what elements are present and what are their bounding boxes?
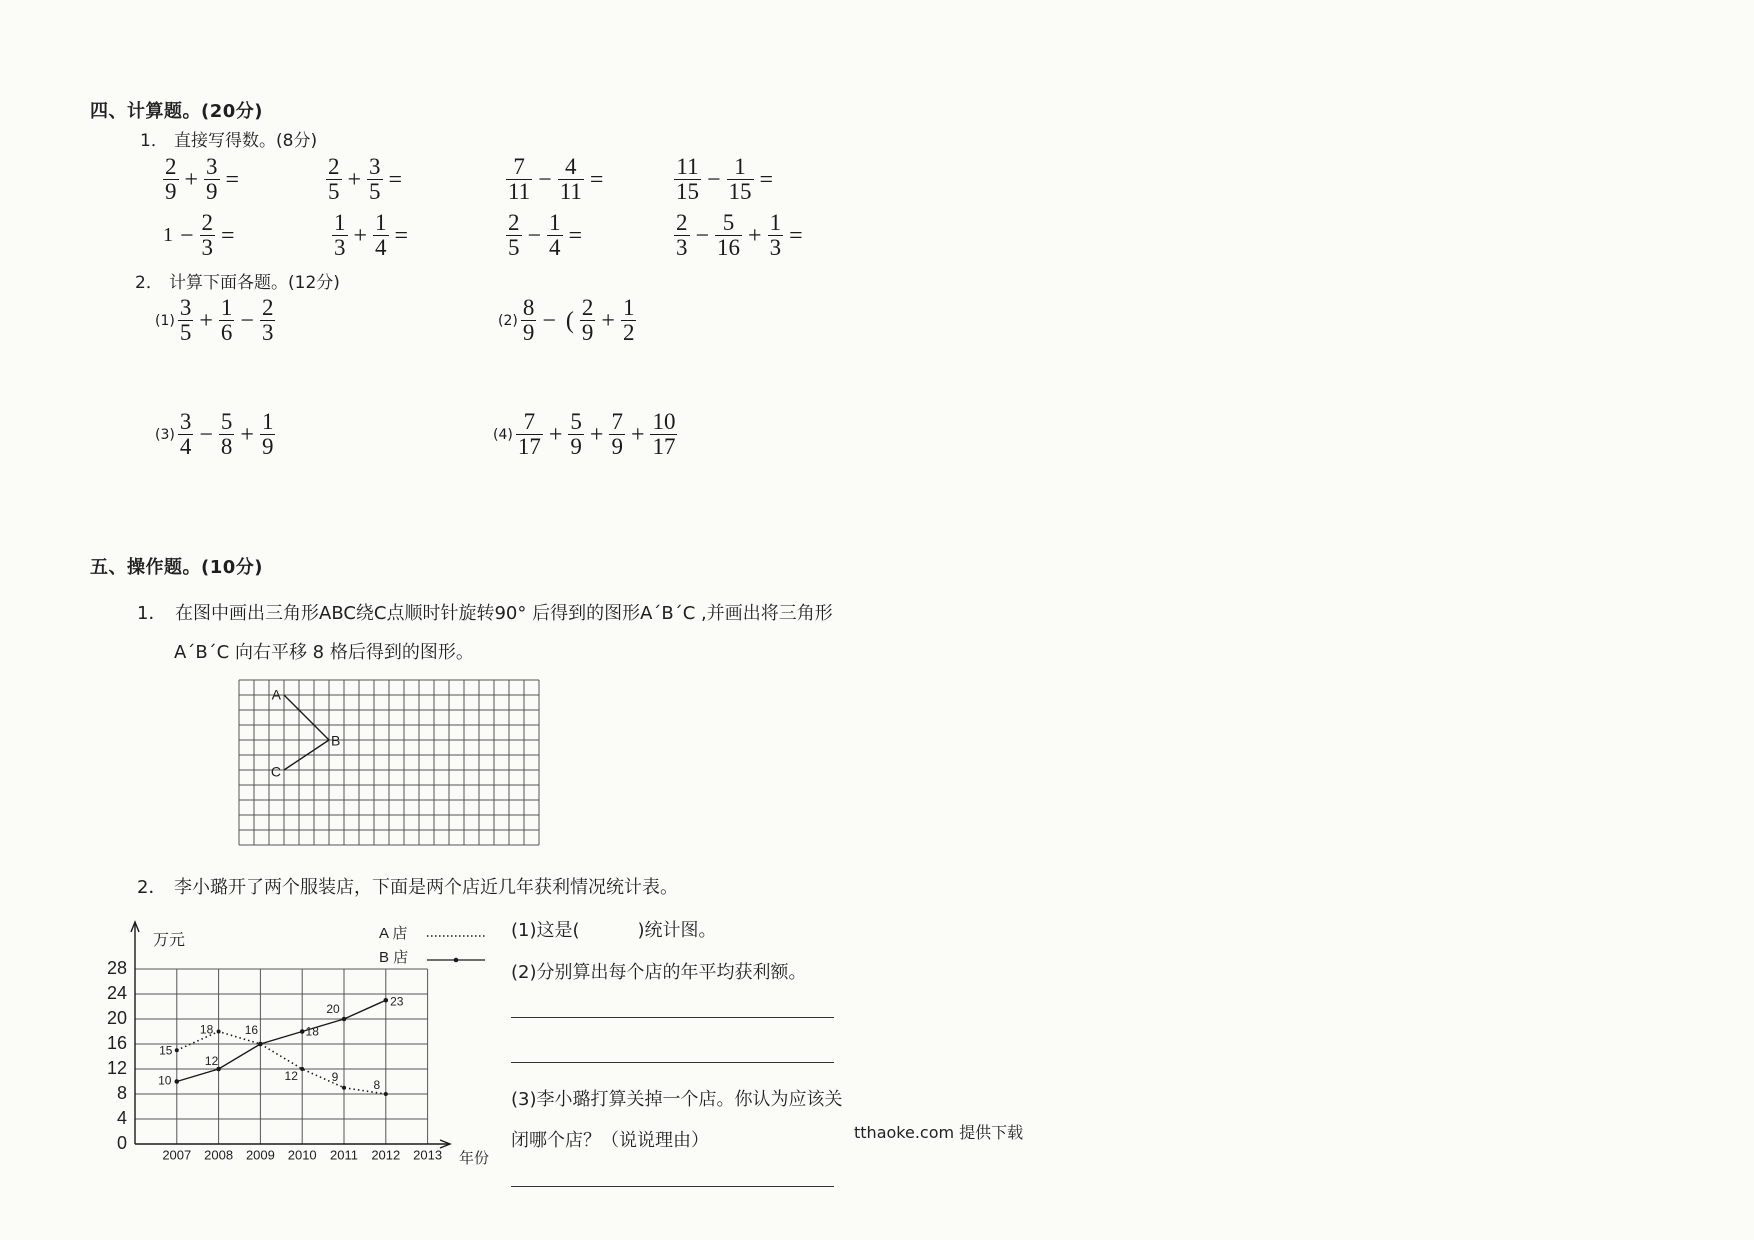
numerator: 2: [165, 154, 177, 179]
minus-sign: −: [199, 421, 213, 448]
plus-sign: +: [199, 307, 213, 334]
equals-sign: =: [789, 222, 803, 249]
plus-sign: +: [630, 421, 645, 448]
denominator: 5: [328, 179, 340, 204]
denominator: 5: [179, 320, 192, 345]
denominator: 5: [369, 179, 381, 204]
plus-sign: +: [347, 166, 362, 193]
minus-sign: −: [180, 222, 194, 249]
data-label: 18: [305, 1024, 319, 1039]
point-label-c: C: [270, 763, 281, 780]
denominator: 4: [549, 235, 561, 260]
section-heading-calculation: 四、计算题。(20分): [90, 101, 264, 122]
equals-sign: =: [225, 166, 240, 193]
direct-answer-item: [332, 211, 412, 260]
data-point: [300, 1029, 305, 1034]
answer-line: [511, 1062, 834, 1063]
fraction: [768, 211, 784, 260]
fraction: [547, 211, 563, 260]
y-tick-label: 0: [116, 1132, 127, 1153]
data-label: 18: [199, 1022, 214, 1037]
fraction: [568, 410, 584, 459]
plus-sign: +: [353, 222, 368, 249]
profit-line-chart: [80, 910, 500, 1178]
numerator: 1: [261, 409, 274, 434]
numerator: 3: [179, 409, 192, 434]
denominator: 3: [201, 235, 214, 260]
sub-question-1-text-end: )统计图。: [637, 920, 717, 941]
fraction: [674, 211, 690, 260]
denominator: 16: [717, 235, 741, 260]
fraction: [727, 155, 754, 204]
fraction: [674, 155, 701, 204]
plus-sign: +: [601, 307, 615, 334]
direct-answer-item: [674, 155, 777, 204]
data-label: 10: [158, 1073, 172, 1088]
x-tick-label: 2013: [413, 1147, 443, 1163]
minus-sign: −: [527, 222, 542, 249]
fraction: [260, 410, 276, 459]
numerator: 2: [201, 210, 214, 235]
data-point: [258, 1042, 263, 1047]
numerator: 2: [261, 295, 274, 320]
equals-sign: =: [568, 222, 583, 249]
rotation-question-text: 在图中画出三角形ABC绕C点顺时针旋转90° 后得到的图形A´B´C ,并画出将三角形: [175, 603, 833, 624]
numerator: 7: [506, 155, 532, 180]
fraction: [219, 296, 235, 345]
denominator: 9: [570, 434, 582, 459]
denominator: 9: [611, 434, 623, 459]
question-number: 1．: [140, 131, 168, 151]
data-point: [342, 1086, 346, 1090]
equals-sign: =: [221, 222, 235, 249]
numerator: 7: [611, 409, 623, 434]
calculation-item: [155, 410, 275, 459]
denominator: 9: [261, 434, 274, 459]
numerator: 2: [676, 210, 688, 235]
data-point: [175, 1048, 179, 1052]
legend-label: B 店: [379, 948, 409, 966]
fraction: [326, 155, 342, 204]
denominator: 4: [375, 235, 387, 260]
numerator: 5: [570, 409, 582, 434]
legend-marker: [454, 958, 459, 963]
x-axis-label: 年份: [458, 1149, 490, 1167]
denominator: 8: [220, 434, 233, 459]
denominator: 17: [517, 434, 541, 459]
direct-answer-item: [163, 211, 239, 260]
numerator: 8: [522, 295, 535, 320]
fraction: [332, 211, 348, 260]
fraction: [558, 155, 584, 204]
x-tick-label: 2011: [330, 1147, 358, 1163]
numerator: 5: [715, 211, 742, 236]
fraction: [260, 296, 276, 345]
fraction: [373, 211, 389, 260]
x-tick-label: 2008: [204, 1147, 234, 1163]
equals-sign: =: [589, 166, 604, 193]
numerator: 10: [652, 409, 676, 434]
sub-question-3-continued: 闭哪个店？（说说理由）: [511, 1130, 709, 1151]
denominator: 3: [769, 235, 782, 260]
denominator: 11: [508, 179, 531, 204]
fraction: [178, 410, 194, 459]
numerator: 1: [375, 210, 387, 235]
y-tick-label: 24: [106, 982, 127, 1003]
y-tick-label: 12: [106, 1057, 127, 1078]
denominator: 9: [522, 320, 535, 345]
fraction: [506, 155, 532, 204]
plus-sign: +: [240, 421, 254, 448]
answer-line: [511, 1017, 834, 1018]
fraction: [367, 155, 383, 204]
numerator: 11: [674, 155, 701, 180]
minus-sign: −: [695, 222, 710, 249]
question-number: 1．: [137, 603, 167, 624]
direct-answer-item: [506, 211, 586, 260]
fraction: [521, 296, 537, 345]
fraction: [163, 155, 179, 204]
section-heading-operation: 五、操作题。(10分): [90, 557, 264, 578]
direct-answer-item: [506, 155, 607, 204]
fraction: [621, 296, 637, 345]
fraction: [506, 211, 522, 260]
fraction: [715, 211, 742, 260]
fraction: [204, 155, 220, 204]
item-number: (3): [155, 426, 175, 443]
direct-answer-item: [163, 155, 243, 204]
data-point: [175, 1079, 180, 1084]
denominator: 9: [581, 320, 594, 345]
minus-sign: −: [538, 166, 552, 193]
plus-sign: +: [589, 421, 604, 448]
data-label: 23: [390, 994, 404, 1009]
direct-answer-item: [326, 155, 406, 204]
numerator: 1: [727, 155, 754, 180]
fraction: [516, 410, 543, 459]
numerator: 3: [369, 154, 381, 179]
numerator: 3: [206, 154, 218, 179]
sub-question-1: [511, 916, 717, 942]
minus-sign: −: [240, 307, 254, 334]
denominator: 5: [508, 235, 520, 260]
y-axis-label: 万元: [152, 932, 186, 950]
equals-sign: =: [759, 166, 774, 193]
open-paren: (: [565, 307, 574, 334]
question-title-direct-answers: 直接写得数。(8分): [174, 131, 318, 151]
data-point: [300, 1067, 304, 1071]
data-label: 12: [284, 1069, 298, 1084]
denominator: 3: [261, 320, 274, 345]
numerator: 5: [220, 409, 233, 434]
denominator: 3: [676, 235, 688, 260]
fraction: [178, 296, 194, 345]
fraction: [650, 410, 677, 459]
question-number: 2．: [135, 273, 163, 293]
fraction: [580, 296, 596, 345]
numerator: 1: [549, 210, 561, 235]
data-label: 9: [331, 1069, 339, 1084]
point-label-a: A: [271, 686, 281, 703]
fraction: [219, 410, 235, 459]
question-title-calculations: 计算下面各题。(12分): [169, 273, 340, 293]
calculation-item: [493, 410, 677, 459]
numerator: 2: [581, 295, 594, 320]
answer-line: [511, 1186, 834, 1187]
data-point: [384, 998, 389, 1003]
fraction: [200, 211, 216, 260]
plus-sign: +: [748, 222, 762, 249]
numerator: 7: [516, 410, 543, 435]
y-tick-label: 4: [116, 1107, 127, 1128]
legend-label: A 店: [379, 924, 408, 942]
direct-answer-item: [674, 211, 807, 260]
y-tick-label: 20: [106, 1007, 127, 1028]
point-label-b: B: [331, 732, 341, 749]
numerator: 4: [558, 155, 584, 180]
triangle-abc-sides: [284, 695, 329, 770]
whole-number: 1: [163, 224, 173, 246]
numerator: 1: [769, 210, 782, 235]
denominator: 11: [559, 179, 582, 204]
denominator: 9: [165, 179, 177, 204]
data-label: 12: [204, 1054, 219, 1069]
data-label: 8: [373, 1078, 381, 1093]
numerator: 1: [334, 210, 346, 235]
numerator: 1: [622, 295, 635, 320]
x-tick-label: 2007: [162, 1147, 192, 1163]
denominator: 3: [334, 235, 346, 260]
watermark-text: tthaoke.com 提供下载: [854, 1123, 1024, 1142]
equals-sign: =: [388, 166, 403, 193]
y-tick-label: 8: [116, 1082, 127, 1103]
item-number: (2): [498, 312, 518, 329]
plus-sign: +: [184, 166, 199, 193]
data-point: [342, 1017, 347, 1022]
denominator: 9: [206, 179, 218, 204]
rotation-question-text-continued: A´B´C 向右平移 8 格后得到的图形。: [174, 642, 474, 663]
calculation-item: [498, 296, 636, 345]
minus-sign: −: [707, 166, 721, 193]
sub-question-1-text: (1)这是(: [511, 920, 580, 941]
question-number: 2．: [137, 877, 167, 898]
item-number: (1): [155, 312, 175, 329]
y-tick-label: 28: [106, 957, 127, 978]
equals-sign: =: [394, 222, 409, 249]
data-label: 15: [159, 1043, 173, 1058]
denominator: 17: [652, 434, 676, 459]
profit-question-text: 李小璐开了两个服装店，下面是两个店近几年获利情况统计表。: [174, 877, 678, 898]
numerator: 2: [508, 210, 520, 235]
x-tick-label: 2012: [371, 1147, 401, 1163]
sub-question-2: (2)分别算出每个店的年平均获利额。: [511, 962, 807, 983]
denominator: 15: [728, 179, 752, 204]
denominator: 6: [220, 320, 233, 345]
fraction: [609, 410, 625, 459]
x-tick-label: 2010: [287, 1147, 317, 1163]
plus-sign: +: [548, 421, 563, 448]
item-number: (4): [493, 426, 513, 443]
minus-sign: −: [542, 307, 556, 334]
denominator: 2: [622, 320, 635, 345]
numerator: 2: [328, 154, 340, 179]
x-tick-label: 2009: [245, 1147, 275, 1163]
data-point: [217, 1030, 221, 1034]
denominator: 4: [179, 434, 192, 459]
data-label: 16: [244, 1023, 259, 1038]
data-point: [384, 1092, 388, 1096]
data-label: 20: [326, 1002, 340, 1017]
numerator: 3: [179, 295, 192, 320]
numerator: 1: [220, 295, 233, 320]
square-grid-figure: [238, 679, 540, 846]
denominator: 15: [676, 179, 699, 204]
calculation-item: [155, 296, 275, 345]
y-tick-label: 16: [106, 1032, 127, 1053]
sub-question-3: (3)李小璐打算关掉一个店。你认为应该关: [511, 1089, 843, 1110]
